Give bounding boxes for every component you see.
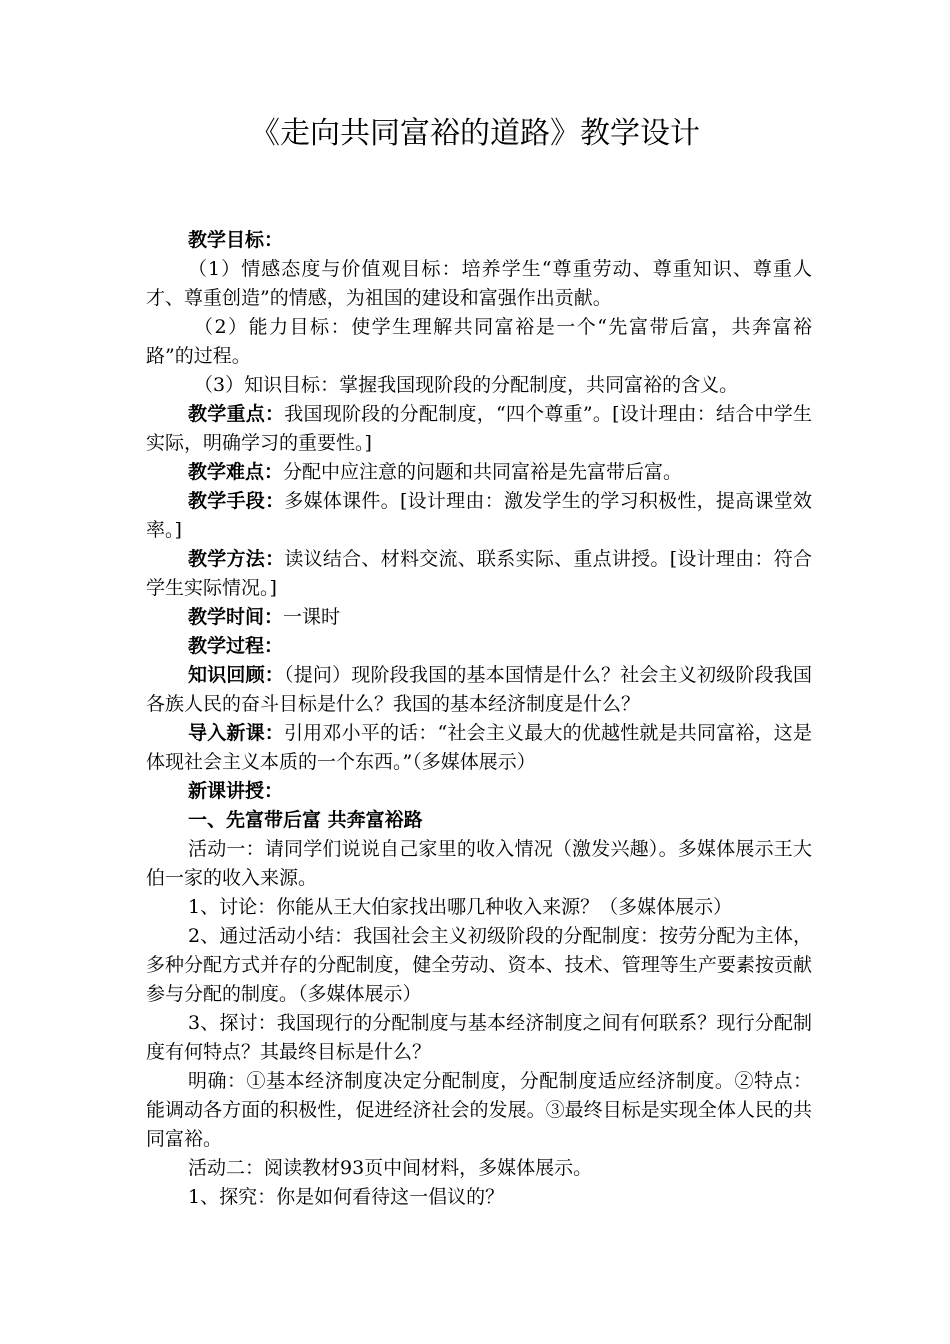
paragraph-clarification — [146, 1067, 812, 1154]
paragraph-text: 1、讨论：你能从王大伯家找出哪几种收入来源？（多媒体展示） — [188, 896, 733, 918]
document-title: 《走向共同富裕的道路》教学设计 — [250, 116, 700, 151]
paragraph-text: （1）情感态度与价值观目标：培养学生“尊重劳动、尊重知识、尊重人才、尊重创造”的情感，为祖国的建设和富强作出贡献。 — [146, 258, 812, 309]
paragraph-difficulties — [146, 458, 812, 487]
paragraph-text: （2）能力目标：使学生理解共同富裕是一个“先富带后富，共奔富裕路”的过程。 — [146, 316, 812, 367]
paragraph-label: 教学手段： — [188, 490, 285, 512]
paragraph-text: （3）知识目标：掌握我国现阶段的分配制度，共同富裕的含义。 — [194, 374, 739, 396]
section-heading-1 — [146, 806, 812, 835]
paragraph-new-lesson-heading — [146, 777, 812, 806]
paragraph-process-heading — [146, 632, 812, 661]
paragraph-text: 活动一：请同学们说说自己家里的收入情况（激发兴趣）。多媒体展示王大伯一家的收入来源。 — [146, 838, 812, 889]
paragraph-label: 教学方法： — [188, 548, 285, 570]
paragraph-objectives-heading — [146, 226, 812, 255]
paragraph-text: 我国现阶段的分配制度，“四个尊重”。[设计理由：结合中学生实际，明确学习的重要性。] — [146, 403, 812, 454]
paragraph-time — [146, 603, 812, 632]
paragraph-objective-2 — [146, 313, 812, 371]
paragraph-inquiry — [146, 1183, 812, 1212]
paragraph-text: 明确：①基本经济制度决定分配制度，分配制度适应经济制度。②特点：能调动各方面的积极性，促进经济社会的发展。③最终目标是实现全体人民的共同富裕。 — [146, 1070, 812, 1150]
paragraph-text: 读议结合、材料交流、联系实际、重点讲授。[设计理由：符合学生实际情况。] — [146, 548, 812, 599]
paragraph-label: 教学难点： — [188, 461, 284, 483]
paragraph-label: 教学重点： — [188, 403, 285, 425]
paragraph-key-points — [146, 400, 812, 458]
paragraph-label: 新课讲授： — [188, 780, 284, 802]
paragraph-label: 知识回顾： — [188, 664, 285, 686]
paragraph-text: 2、通过活动小结：我国社会主义初级阶段的分配制度：按劳分配为主体，多种分配方式并存的分配制度，健全劳动、资本、技术、管理等生产要素按贡献参与分配的制度。（多媒体展示） — [146, 925, 812, 1005]
paragraph-label: 教学过程： — [188, 635, 284, 657]
paragraph-text: 活动二：阅读教材93页中间材料，多媒体展示。 — [188, 1157, 593, 1179]
paragraph-summary — [146, 922, 812, 1009]
paragraph-means — [146, 487, 812, 545]
paragraph-text: 一课时 — [283, 606, 341, 628]
paragraph-text: 1、探究：你是如何看待这一倡议的？ — [188, 1186, 505, 1208]
paragraph-label: 教学时间： — [188, 606, 284, 628]
paragraph-text: 多媒体课件。[设计理由：激发学生的学习积极性，提高课堂效率。] — [146, 490, 812, 541]
paragraph-objective-3 — [146, 371, 812, 400]
paragraph-text: 3、探讨：我国现行的分配制度与基本经济制度之间有何联系？现行分配制度有何特点？其最终目标是什么？ — [146, 1012, 812, 1063]
paragraph-text: 引用邓小平的话：“社会主义最大的优越性就是共同富裕，这是体现社会主义本质的一个东西。”（多媒体展示） — [146, 722, 812, 773]
paragraph-label: 一、先富带后富 共奔富裕路 — [188, 809, 423, 831]
paragraph-label: 教学目标： — [188, 229, 284, 251]
paragraph-text: （提问）现阶段我国的基本国情是什么？社会主义初级阶段我国各族人民的奋斗目标是什么？我国的基本经济制度是什么？ — [146, 664, 812, 715]
paragraph-exploration — [146, 1009, 812, 1067]
paragraph-review — [146, 661, 812, 719]
paragraph-methods — [146, 545, 812, 603]
paragraph-discussion — [146, 893, 812, 922]
paragraph-text: 分配中应注意的问题和共同富裕是先富带后富。 — [283, 461, 683, 483]
paragraph-label: 导入新课： — [188, 722, 284, 744]
paragraph-activity-1 — [146, 835, 812, 893]
document-body — [146, 226, 812, 1212]
paragraph-objective-1 — [146, 255, 812, 313]
paragraph-activity-2 — [146, 1154, 812, 1183]
paragraph-introduction — [146, 719, 812, 777]
